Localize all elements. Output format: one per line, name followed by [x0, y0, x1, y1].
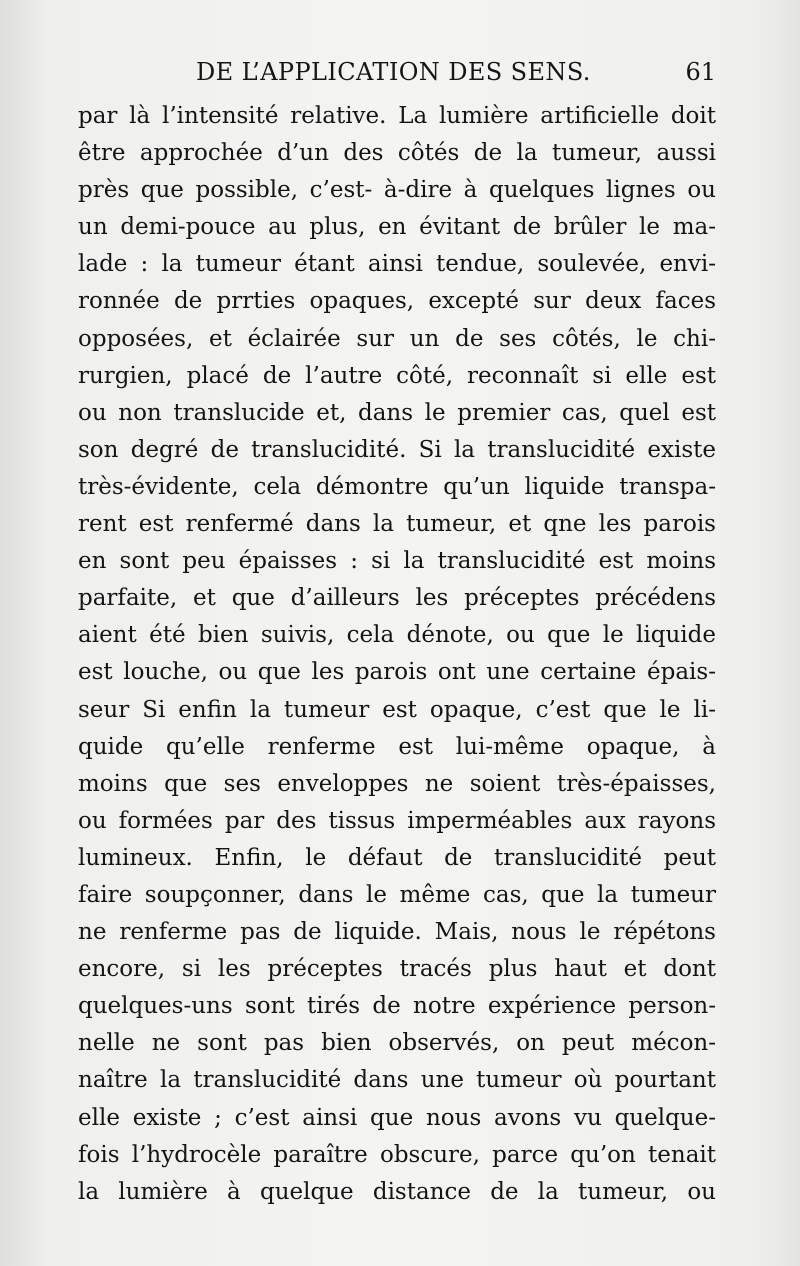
body-text — [78, 98, 716, 1211]
text-line: seur Si enfin la tumeur est opaque, c’est que le li- — [78, 696, 716, 723]
text-line: aient été bien suivis, cela dénote, ou que le liquide — [78, 622, 716, 649]
text-line: un demi-pouce au plus, en évitant de brûler le ma- — [78, 214, 716, 241]
text-line: rurgien, placé de l’autre côté, reconnaît si elle est — [78, 362, 716, 389]
text-line: ou non translucide et, dans le premier cas, quel est — [78, 399, 716, 426]
text-line: être approchée d’un des côtés de la tumeur, aussi — [78, 140, 716, 167]
text-line: est louche, ou que les parois ont une certaine épais- — [78, 659, 716, 686]
text-line: ne renferme pas de liquide. Mais, nous le répétons — [78, 919, 716, 946]
text-line: son degré de translucidité. Si la translucidité existe — [78, 436, 716, 463]
text-line: encore, si les préceptes tracés plus haut et dont — [78, 956, 716, 983]
text-line: près que possible, c’est- à-dire à quelques lignes ou — [78, 177, 716, 204]
text-line: ou formées par des tissus imperméables aux rayons — [78, 807, 716, 834]
text-line: lade : la tumeur étant ainsi tendue, soulevée, envi- — [78, 251, 716, 278]
text-line: faire soupçonner, dans le même cas, que la tumeur — [78, 881, 716, 908]
text-line: très-évidente, cela démontre qu’un liquide transpa- — [78, 473, 716, 500]
running-title: DE L’APPLICATION DES SENS. — [196, 58, 591, 86]
text-line: rent est renfermé dans la tumeur, et qne les parois — [78, 511, 716, 538]
text-line: ronnée de prrties opaques, excepté sur deux faces — [78, 288, 716, 315]
text-line: lumineux. Enfin, le défaut de translucidité peut — [78, 844, 716, 871]
text-line: naître la translucidité dans une tumeur où pourtant — [78, 1067, 716, 1094]
text-line: elle existe ; c’est ainsi que nous avons vu quelque- — [78, 1104, 716, 1131]
text-line: par là l’intensité relative. La lumière artificielle doit — [78, 103, 716, 129]
text-line: moins que ses enveloppes ne soient très-épaisses, — [78, 770, 716, 797]
text-line: en sont peu épaisses : si la translucidité est moins — [78, 548, 716, 575]
text-line: fois l’hydrocèle paraître obscure, parce qu’on tenait — [78, 1141, 716, 1168]
text-line: parfaite, et que d’ailleurs les préceptes précédens — [78, 585, 716, 612]
page-number: 61 — [685, 58, 716, 86]
running-head — [78, 58, 716, 92]
text-line: opposées, et éclairée sur un de ses côtés, le chi- — [78, 325, 716, 352]
text-line: nelle ne sont pas bien observés, on peut mécon- — [78, 1030, 716, 1057]
text-line: quide qu’elle renferme est lui-même opaque, à — [78, 733, 716, 760]
text-line: quelques-uns sont tirés de notre expérience person- — [78, 993, 716, 1020]
text-line: la lumière à quelque distance de la tumeur, ou — [78, 1178, 716, 1205]
